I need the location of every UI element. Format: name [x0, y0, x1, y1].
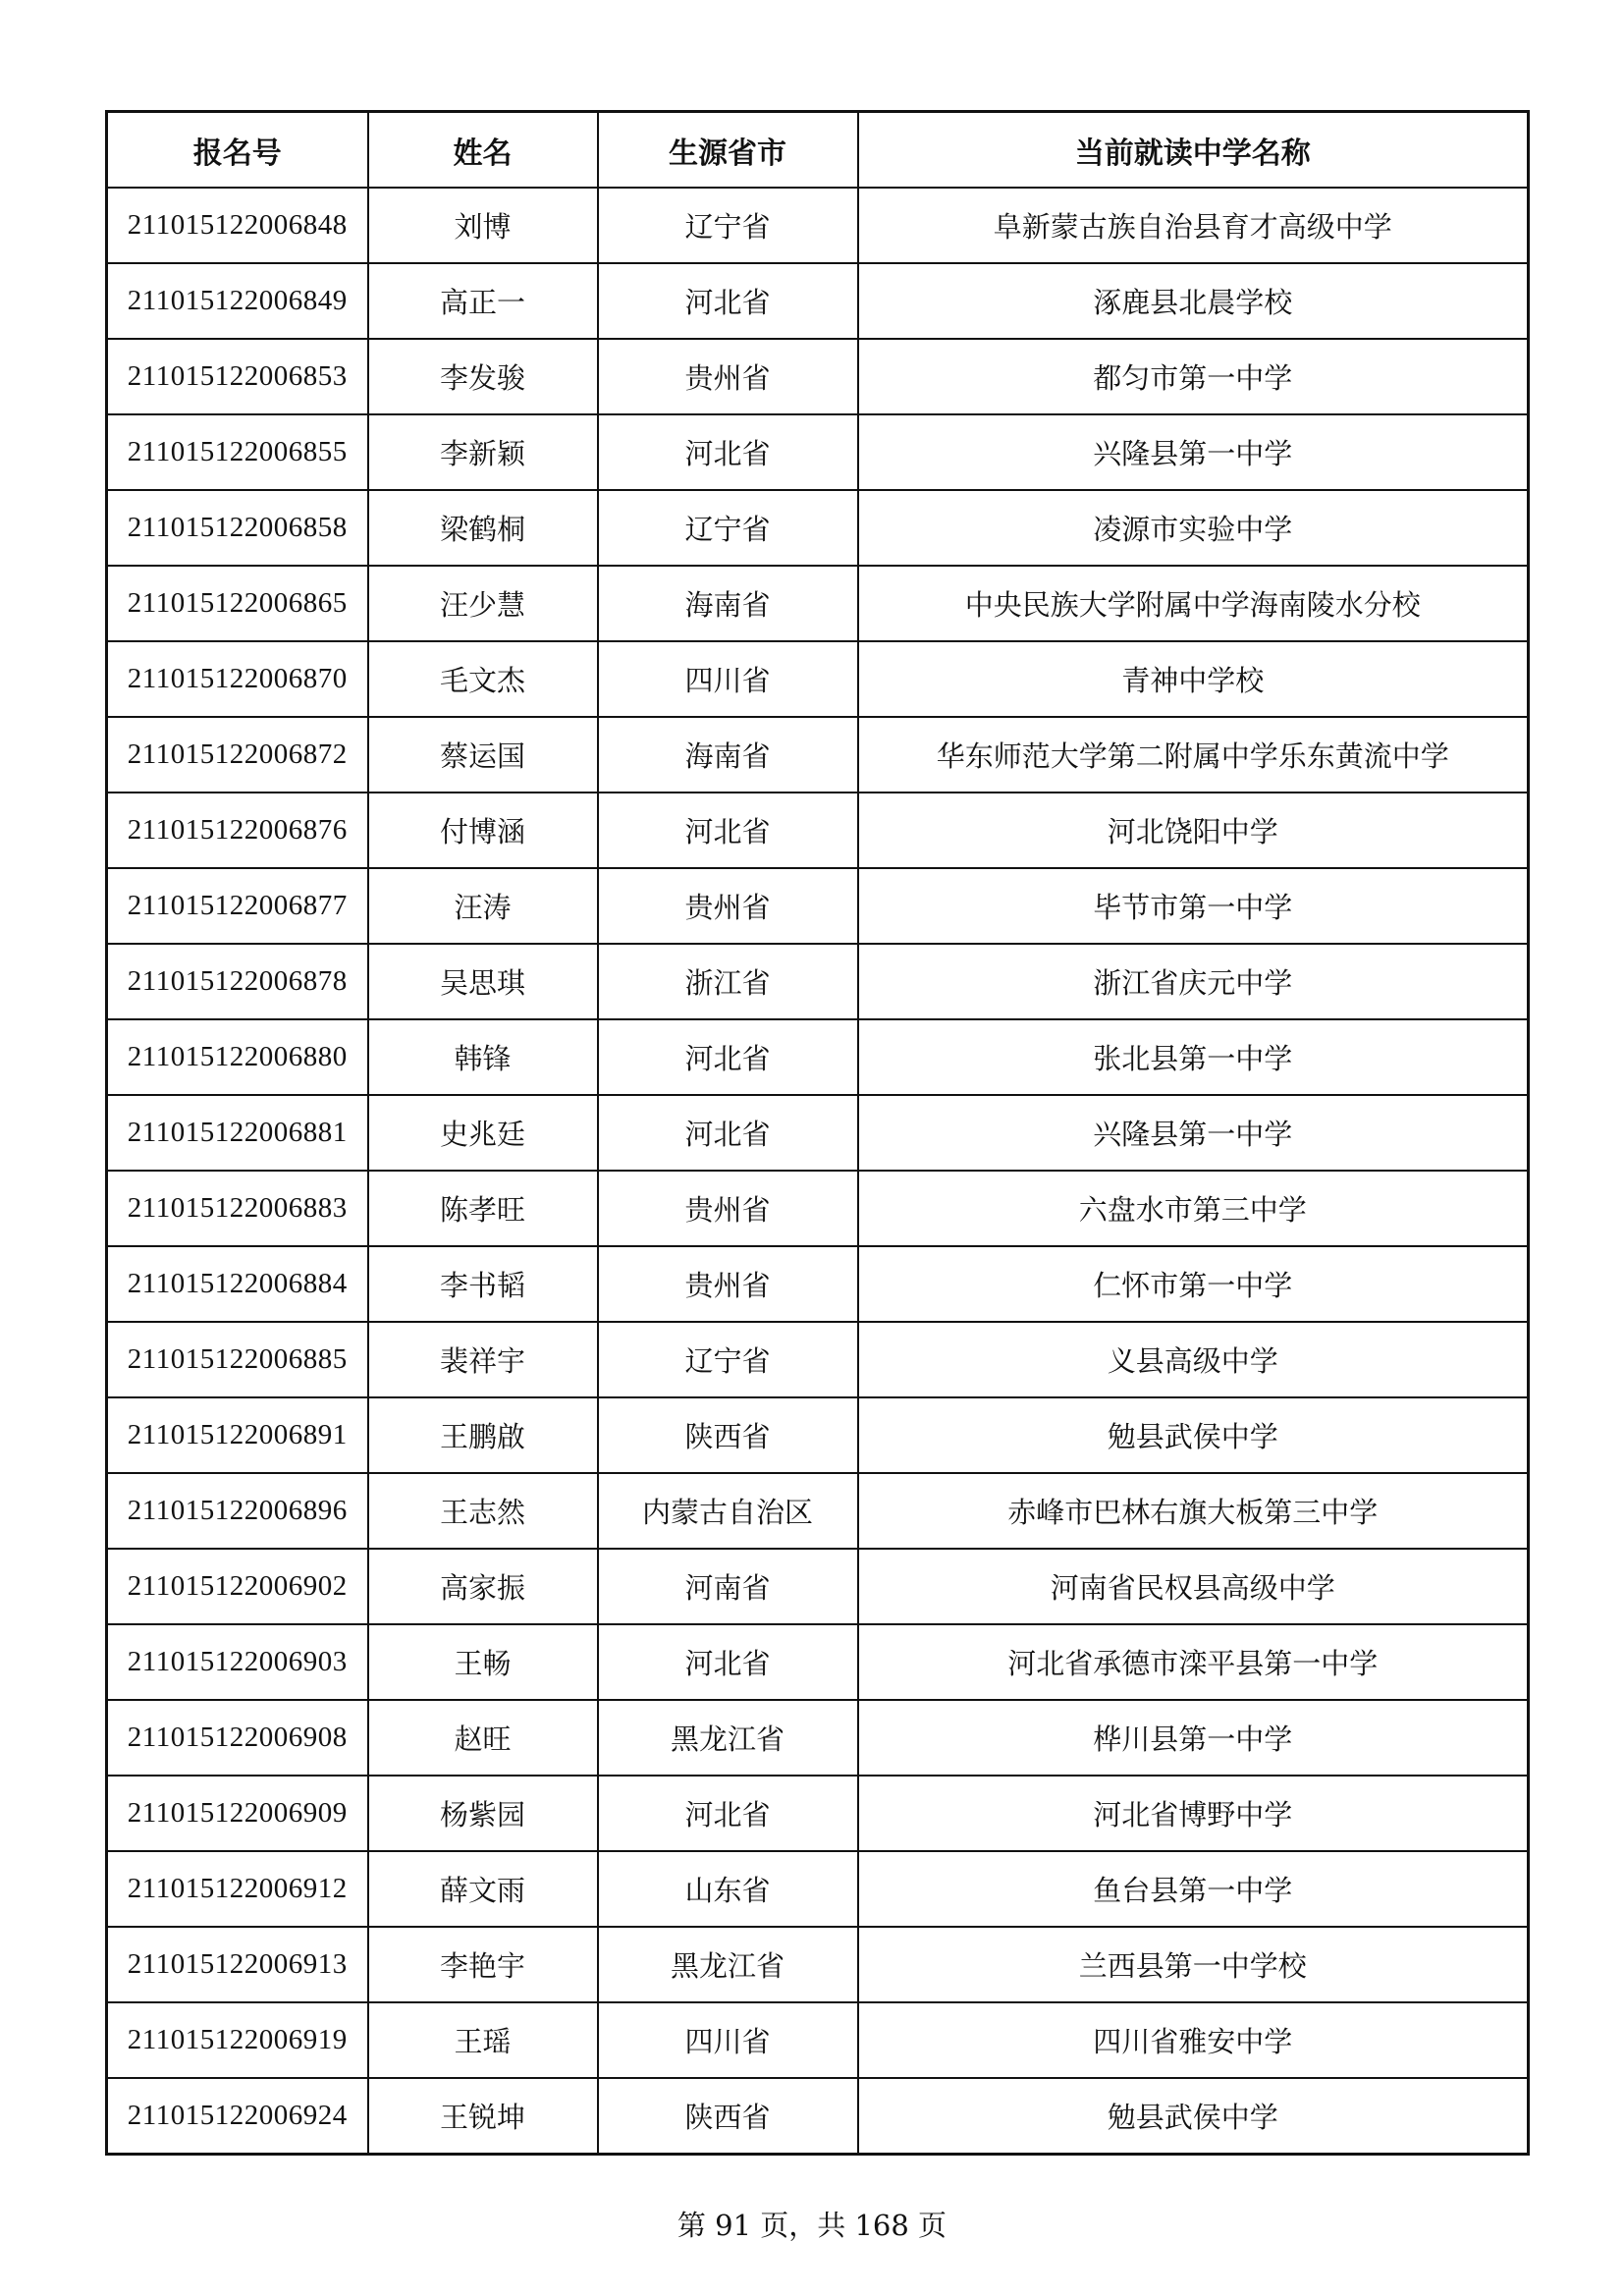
school-name-cell: 兴隆县第一中学 — [858, 414, 1529, 490]
table-row — [107, 1246, 1529, 1322]
student-name-cell: 李书韬 — [368, 1246, 598, 1322]
school-name-cell: 桦川县第一中学 — [858, 1700, 1529, 1776]
province-cell: 贵州省 — [598, 1246, 858, 1322]
registration-number-cell: 211015122006902 — [107, 1549, 368, 1624]
student-name-cell: 裴祥宇 — [368, 1322, 598, 1397]
table-row — [107, 263, 1529, 339]
table-row — [107, 641, 1529, 717]
table-row — [107, 1473, 1529, 1549]
school-name-cell: 中央民族大学附属中学海南陵水分校 — [858, 566, 1529, 641]
table-row — [107, 1019, 1529, 1095]
student-name-cell: 汪少慧 — [368, 566, 598, 641]
registration-number-cell: 211015122006872 — [107, 717, 368, 793]
province-cell: 辽宁省 — [598, 1322, 858, 1397]
school-name-cell: 阜新蒙古族自治县育才高级中学 — [858, 188, 1529, 263]
registration-number-cell: 211015122006881 — [107, 1095, 368, 1171]
province-cell: 海南省 — [598, 717, 858, 793]
province-cell: 河北省 — [598, 263, 858, 339]
province-cell: 辽宁省 — [598, 490, 858, 566]
table-row — [107, 1851, 1529, 1927]
province-cell: 四川省 — [598, 2002, 858, 2078]
registration-number-cell: 211015122006913 — [107, 1927, 368, 2002]
registration-number-cell: 211015122006855 — [107, 414, 368, 490]
province-cell: 浙江省 — [598, 944, 858, 1019]
table-row — [107, 188, 1529, 263]
student-name-cell: 杨紫园 — [368, 1776, 598, 1851]
province-cell: 河北省 — [598, 1095, 858, 1171]
table-row — [107, 1549, 1529, 1624]
student-name-cell: 吴思琪 — [368, 944, 598, 1019]
student-name-cell: 高正一 — [368, 263, 598, 339]
header-registration-number: 报名号 — [107, 112, 368, 189]
student-name-cell: 赵旺 — [368, 1700, 598, 1776]
student-name-cell: 李新颖 — [368, 414, 598, 490]
student-name-cell: 王锐坤 — [368, 2078, 598, 2155]
registration-number-cell: 211015122006883 — [107, 1171, 368, 1246]
header-province: 生源省市 — [598, 112, 858, 189]
school-name-cell: 义县高级中学 — [858, 1322, 1529, 1397]
school-name-cell: 凌源市实验中学 — [858, 490, 1529, 566]
province-cell: 山东省 — [598, 1851, 858, 1927]
student-name-cell: 韩锋 — [368, 1019, 598, 1095]
province-cell: 辽宁省 — [598, 188, 858, 263]
student-name-cell: 汪涛 — [368, 868, 598, 944]
province-cell: 海南省 — [598, 566, 858, 641]
registration-number-cell: 211015122006878 — [107, 944, 368, 1019]
table-row — [107, 339, 1529, 414]
table-row — [107, 1700, 1529, 1776]
registration-number-cell: 211015122006903 — [107, 1624, 368, 1700]
registration-number-cell: 211015122006880 — [107, 1019, 368, 1095]
student-name-cell: 史兆廷 — [368, 1095, 598, 1171]
province-cell: 河北省 — [598, 793, 858, 868]
header-school-name: 当前就读中学名称 — [858, 112, 1529, 189]
school-name-cell: 河北省博野中学 — [858, 1776, 1529, 1851]
table-row — [107, 1322, 1529, 1397]
province-cell: 贵州省 — [598, 1171, 858, 1246]
school-name-cell: 张北县第一中学 — [858, 1019, 1529, 1095]
table-row — [107, 1776, 1529, 1851]
school-name-cell: 涿鹿县北晨学校 — [858, 263, 1529, 339]
province-cell: 河北省 — [598, 414, 858, 490]
school-name-cell: 河南省民权县高级中学 — [858, 1549, 1529, 1624]
province-cell: 河北省 — [598, 1776, 858, 1851]
table-body — [107, 188, 1529, 2155]
student-name-cell: 王畅 — [368, 1624, 598, 1700]
table-row — [107, 717, 1529, 793]
table-row — [107, 2002, 1529, 2078]
registration-number-cell: 211015122006924 — [107, 2078, 368, 2155]
page-number: 第 91 页，共 168 页 — [677, 2209, 947, 2242]
registration-number-cell: 211015122006912 — [107, 1851, 368, 1927]
school-name-cell: 勉县武侯中学 — [858, 1397, 1529, 1473]
province-cell: 黑龙江省 — [598, 1927, 858, 2002]
province-cell: 黑龙江省 — [598, 1700, 858, 1776]
province-cell: 四川省 — [598, 641, 858, 717]
registration-number-cell: 211015122006865 — [107, 566, 368, 641]
province-cell: 河北省 — [598, 1624, 858, 1700]
student-name-cell: 李艳宇 — [368, 1927, 598, 2002]
province-cell: 内蒙古自治区 — [598, 1473, 858, 1549]
student-name-cell: 毛文杰 — [368, 641, 598, 717]
student-name-cell: 刘博 — [368, 188, 598, 263]
school-name-cell: 青神中学校 — [858, 641, 1529, 717]
registration-number-cell: 211015122006870 — [107, 641, 368, 717]
student-name-cell: 梁鹤桐 — [368, 490, 598, 566]
table-row — [107, 1927, 1529, 2002]
header-name: 姓名 — [368, 112, 598, 189]
student-name-cell: 王瑶 — [368, 2002, 598, 2078]
school-name-cell: 四川省雅安中学 — [858, 2002, 1529, 2078]
table-row — [107, 1397, 1529, 1473]
registration-number-cell: 211015122006877 — [107, 868, 368, 944]
registration-number-cell: 211015122006908 — [107, 1700, 368, 1776]
registration-number-cell: 211015122006909 — [107, 1776, 368, 1851]
table-row — [107, 868, 1529, 944]
school-name-cell: 仁怀市第一中学 — [858, 1246, 1529, 1322]
school-name-cell: 六盘水市第三中学 — [858, 1171, 1529, 1246]
province-cell: 贵州省 — [598, 868, 858, 944]
student-name-cell: 付博涵 — [368, 793, 598, 868]
table-row — [107, 793, 1529, 868]
province-cell: 贵州省 — [598, 339, 858, 414]
student-name-cell: 陈孝旺 — [368, 1171, 598, 1246]
school-name-cell: 赤峰市巴林右旗大板第三中学 — [858, 1473, 1529, 1549]
registration-number-cell: 211015122006896 — [107, 1473, 368, 1549]
school-name-cell: 毕节市第一中学 — [858, 868, 1529, 944]
province-cell: 河北省 — [598, 1019, 858, 1095]
student-name-cell: 李发骏 — [368, 339, 598, 414]
school-name-cell: 鱼台县第一中学 — [858, 1851, 1529, 1927]
table-row — [107, 2078, 1529, 2155]
province-cell: 陕西省 — [598, 2078, 858, 2155]
registration-number-cell: 211015122006858 — [107, 490, 368, 566]
registration-number-cell: 211015122006919 — [107, 2002, 368, 2078]
registration-number-cell: 211015122006848 — [107, 188, 368, 263]
registration-number-cell: 211015122006891 — [107, 1397, 368, 1473]
registration-number-cell: 211015122006853 — [107, 339, 368, 414]
table-row — [107, 1171, 1529, 1246]
school-name-cell: 兰西县第一中学校 — [858, 1927, 1529, 2002]
school-name-cell: 河北省承德市滦平县第一中学 — [858, 1624, 1529, 1700]
school-name-cell: 华东师范大学第二附属中学乐东黄流中学 — [858, 717, 1529, 793]
student-name-cell: 高家振 — [368, 1549, 598, 1624]
province-cell: 陕西省 — [598, 1397, 858, 1473]
school-name-cell: 兴隆县第一中学 — [858, 1095, 1529, 1171]
student-name-cell: 蔡运国 — [368, 717, 598, 793]
roster-table-container — [105, 110, 1527, 2156]
student-name-cell: 王鹏啟 — [368, 1397, 598, 1473]
registration-number-cell: 211015122006849 — [107, 263, 368, 339]
school-name-cell: 勉县武侯中学 — [858, 2078, 1529, 2155]
table-header-row — [107, 112, 1529, 189]
registration-number-cell: 211015122006876 — [107, 793, 368, 868]
table-row — [107, 414, 1529, 490]
table-row — [107, 566, 1529, 641]
table-row — [107, 490, 1529, 566]
student-name-cell: 王志然 — [368, 1473, 598, 1549]
school-name-cell: 河北饶阳中学 — [858, 793, 1529, 868]
table-row — [107, 1624, 1529, 1700]
roster-table — [105, 110, 1530, 2156]
table-row — [107, 944, 1529, 1019]
student-name-cell: 薛文雨 — [368, 1851, 598, 1927]
school-name-cell: 浙江省庆元中学 — [858, 944, 1529, 1019]
registration-number-cell: 211015122006885 — [107, 1322, 368, 1397]
province-cell: 河南省 — [598, 1549, 858, 1624]
school-name-cell: 都匀市第一中学 — [858, 339, 1529, 414]
registration-number-cell: 211015122006884 — [107, 1246, 368, 1322]
table-row — [107, 1095, 1529, 1171]
